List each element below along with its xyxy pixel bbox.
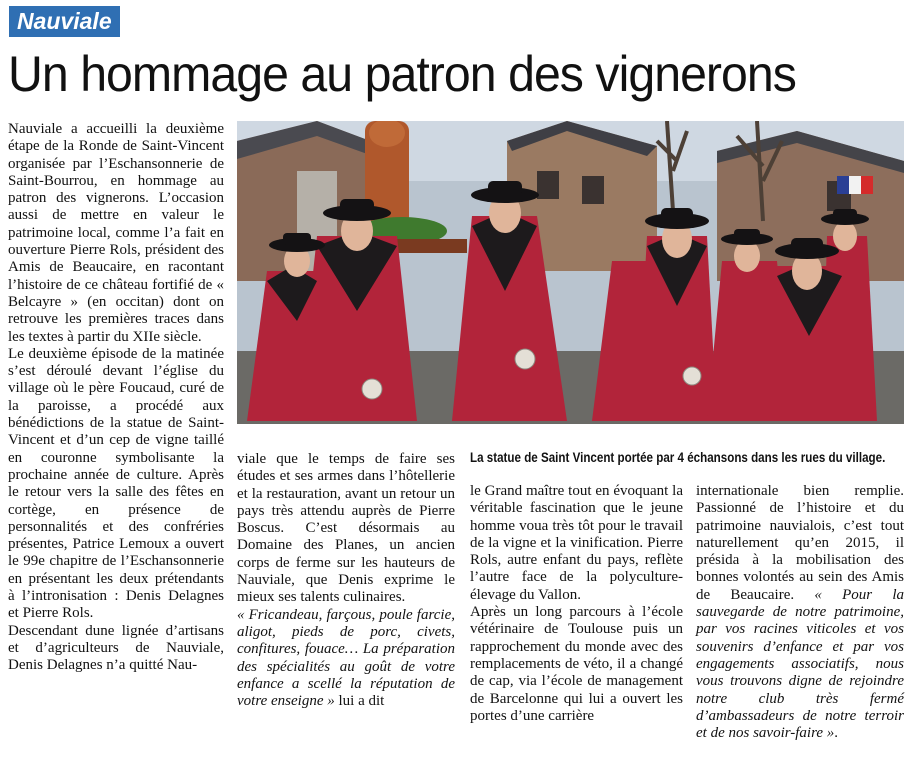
paragraph: Descendant dune lignée d’artisans et d’agriculteurs de Nauviale, Denis Delagnes n’a quitté Nau- bbox=[8, 622, 224, 674]
paragraph bbox=[696, 483, 904, 742]
article-column-1 bbox=[8, 121, 224, 675]
quote: « Pour la sauvegarde de notre patrimoine, par vos racines viticoles et vos souvenirs d’enfance et par vos engagements associatifs, nous vous trouvons digne de rejoindre notre club très fermé d’ambassadeurs de notre terroir et de nos savoir-faire » bbox=[696, 586, 904, 742]
article-column-2 bbox=[237, 451, 455, 710]
paragraph: Le deuxième épisode de la matinée s’est déroulé devant l’église du village où le père Foucaud, curé de la paroisse, a procédé aux bénédictions de la statue de Saint-Vincent et d’un cep de vigne taillé en couronne symbolisante la prochaine année de culture. Après le retour vers la salle des fêtes en cortège, en présence de personnalités et des confréries présentes, Patrice Lemoux a ouvert le 99e chapitre de l’Eschansonnerie en présentant les deux prétendants à l’intronisation : Denis Delagnes et Pierre Rols. bbox=[8, 345, 224, 622]
article-photo bbox=[237, 121, 904, 424]
photo-caption: La statue de Saint Vincent portée par 4 échansons dans les rues du village. bbox=[470, 450, 886, 465]
paragraph-end: . bbox=[834, 725, 839, 742]
quote: « Fricandeau, farçous, poule farcie, aligot, pieds de porc, civets, confitures, fouace… La préparation des spécialités au goût de votre enfance a scellé la réputation de votre enseigne » bbox=[237, 606, 455, 710]
headline: Un hommage au patron des vignerons bbox=[8, 46, 796, 102]
paragraph-text: internationale bien remplie. Passionné de l’histoire et du patrimoine nauvialois, c’est tout naturellement qu’en 2015, il présida à la mobilisation des bonnes volontés au sein des Amis de Beaucaire. bbox=[696, 483, 904, 603]
photo-illustration bbox=[237, 121, 904, 424]
paragraph: le Grand maître tout en évoquant la véritable fascination que le jeune homme voua très tôt pour le travail de la vigne et la vinification. Pierre Rols, autre enfant du pays, reflète l’autre face de la polyculture-élevage du Vallon. bbox=[470, 483, 683, 603]
paragraph: viale que le temps de faire ses études et ses armes dans l’hôtellerie et la restauration, avant un retour un pays très attendu auprès de Pierre Boscus. C’est désormais au Domaine des Planes, un ancien corps de ferme sur les hauteurs de Nauviale, que Denis exprime le mieux ses talents culinaires. bbox=[237, 451, 455, 606]
paragraph: Nauviale a accueilli la deuxième étape de la Ronde de Saint-Vincent organisée par l’Eschansonnerie de Saint-Bourrou, en hommage au patron des vignerons. L’occasion aussi de mettre en valeur le patrimoine local, comme l’a fait en ouverture Pierre Rols, président des Amis de Beaucaire, en racontant l’histoire de ce château fortifié de « Belcayre » (en occitan) dont on retrouve les premières traces dans les textes à partir du XIIe siècle. bbox=[8, 121, 224, 345]
paragraph bbox=[237, 607, 455, 711]
quote-tail: lui a dit bbox=[334, 693, 385, 710]
article-column-4 bbox=[696, 483, 904, 742]
paragraph: Après un long parcours à l’école vétérinaire de Toulouse puis un rapprochement du monde avec des remplacements de véto, il a changé de cap, via l’école de management de Barcelonne qui lui a ouvert les portes d’une carrière bbox=[470, 604, 683, 724]
article-column-3 bbox=[470, 483, 683, 725]
section-tag: Nauviale bbox=[9, 6, 120, 37]
